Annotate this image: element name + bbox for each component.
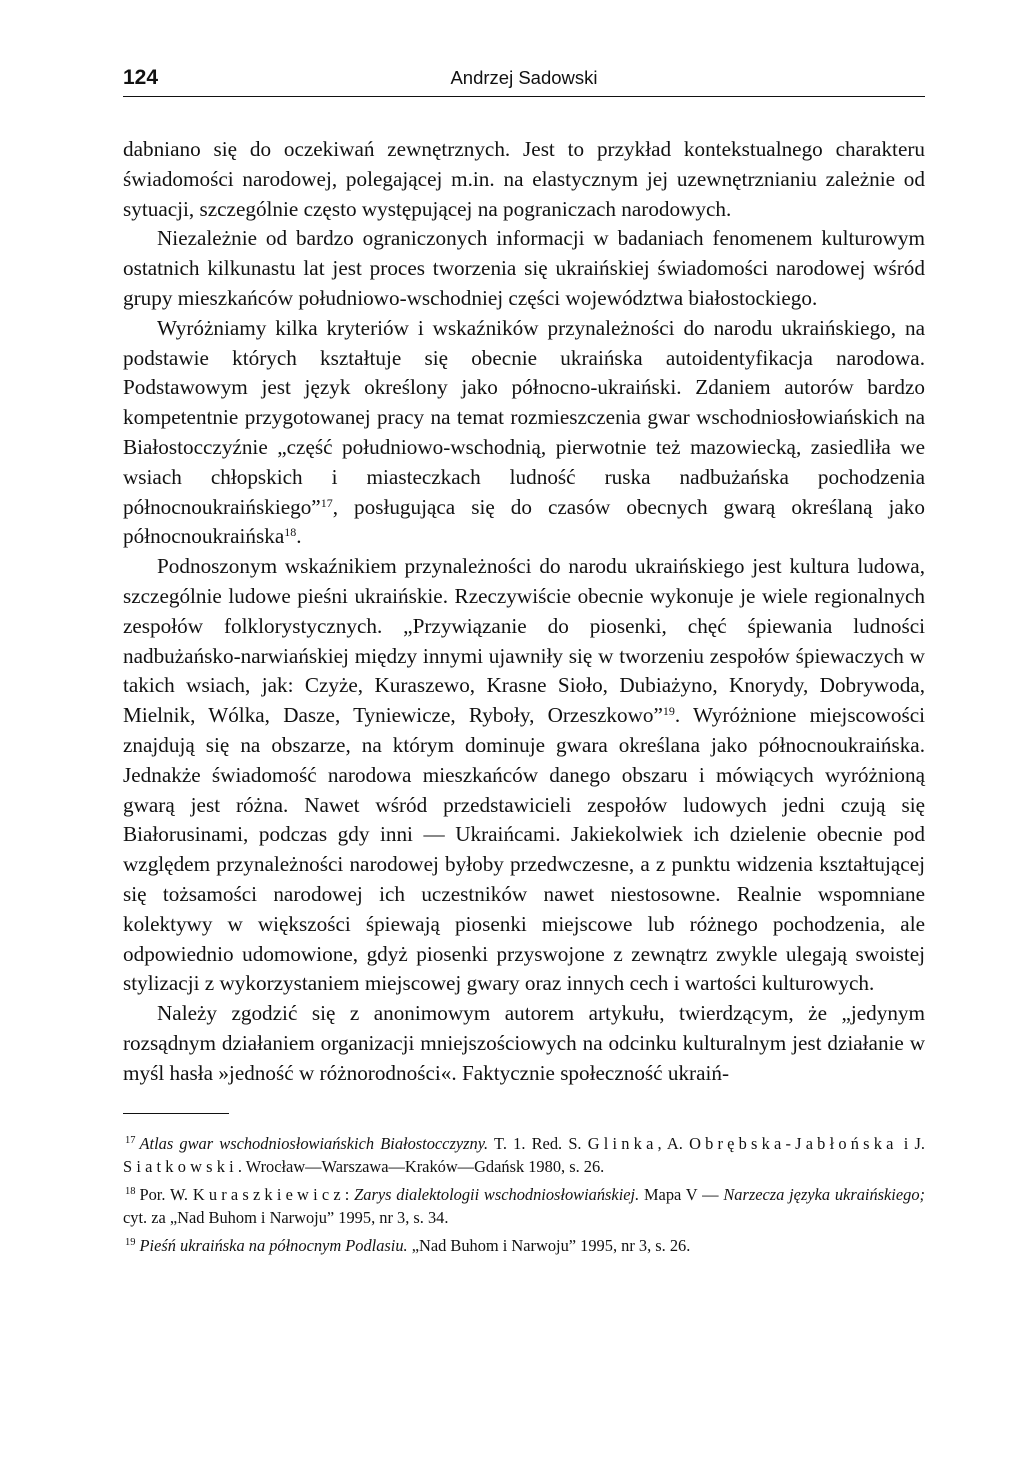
body-text [123, 135, 925, 1089]
footnote-title: Zarys dialektologii wschodniosłowiańskiej. [354, 1184, 640, 1204]
footnote-ref-19: 19 [662, 704, 675, 719]
footnote-ref-17: 17 [320, 495, 333, 510]
author-name: Kuraszkiewicz [192, 1184, 345, 1204]
footnote-title: Atlas gwar wschodniosłowiańskich Białostocczyzny. [139, 1133, 489, 1153]
paragraph-4 [123, 552, 925, 999]
footnote-text: Por. W. [139, 1184, 193, 1204]
footnote-title: Narzecza języka ukraińskiego; [723, 1184, 925, 1204]
footnote-text: Mapa V — [639, 1184, 724, 1204]
author-name: Siatkowski [123, 1156, 238, 1176]
paragraph-4-text-b: . Wyróżnione miejscowości znajdują się na obszarze, na którym dominuje gwara określana jako północnoukraińska. Jednakże świadomość narodowa mieszkańców danego obszaru i mówiących wyróżnioną gwarą jest różna. Nawet wśród przedstawicieli zespołów ludowych jedni czują się Białorusinami, podczas gdy inni — Ukraińcami. Jakiekolwiek ich dzielenie obecnie pod względem przynależności narodowej byłoby przedwczesne, a z punktu widzenia kształtującej się tożsamości narodowej ich uczestników nawet niestosowne. Realnie wspomniane kolektywy w większości śpiewają piosenki miejscowe lub różnego pochodzenia, ale odpowiednio udomowione, gdyż piosenki przyswojone z zewnątrz zwykle ulegają swoistej stylizacji z wykorzystaniem miejscowej gwary oraz innych cech i wartości kulturowych. [123, 703, 925, 996]
footnote-title: Pieśń ukraińska na północnym Podlasiu. [139, 1235, 408, 1255]
footnote-text: cyt. za „Nad Buhom i Narwoju” 1995, nr 3, s. 34. [123, 1207, 449, 1227]
paragraph-3-text-a: Wyróżniamy kilka kryteriów i wskaźników przynależności do narodu ukraińskiego, na podstawie których kształtuje się obecnie ukraińska autoidentyfikacja narodowa. Podstawowym jest język określony jako północno-ukraiński. Zdaniem autorów bardzo kompetentnie przygotowanej pracy na temat rozmieszczenia gwar wschodniosłowiańskich na Białostocczyźnie „część południowo-wschodnią, pierwotnie też mazowiecką, zasiedliła we wsiach chłopskich i miasteczkach ludność ruska nadbużańska pochodzenia północnoukraińskiego” [123, 315, 925, 519]
author-name: Obrębska-Jabłońska [689, 1133, 898, 1153]
footnote-text: , A. [657, 1133, 690, 1153]
footnote-text: T. 1. Red. S. [488, 1133, 588, 1153]
footnotes [123, 1132, 925, 1257]
footnote-text: „Nad Buhom i Narwoju” 1995, nr 3, s. 26. [407, 1235, 691, 1255]
footnote-ref-18: 18 [284, 525, 297, 540]
footnote-number: 17 [125, 1134, 136, 1146]
footnote-text: i J. [897, 1133, 925, 1153]
footnote-number: 18 [125, 1185, 136, 1197]
paragraph-3 [123, 314, 925, 552]
footnote-text: . Wrocław—Warszawa—Kraków—Gdańsk 1980, s. 26. [237, 1156, 605, 1176]
footnote-17 [123, 1132, 925, 1178]
book-page [123, 66, 925, 1262]
page-number: 124 [123, 66, 159, 89]
running-head: Andrzej Sadowski [450, 67, 598, 88]
page-header [123, 66, 925, 97]
author-name: Glinka [587, 1133, 658, 1153]
paragraph-3-text-b: , posługująca się do czasów obecnych gwarą określaną jako północnoukraińska [123, 494, 925, 549]
footnote-18 [123, 1183, 925, 1229]
footnote-text: : [344, 1184, 355, 1204]
footnote-number: 19 [125, 1236, 136, 1248]
paragraph-1: dabniano się do oczekiwań zewnętrznych. Jest to przykład kontekstualnego charakteru świadomości narodowej, polegającej m.in. na elastycznym jej uzewnętrznianiu zależnie od sytuacji, szczególnie często występującej na pograniczach narodowych. [123, 137, 925, 221]
paragraph-2: Niezależnie od bardzo ograniczonych informacji w badaniach fenomenem kulturowym ostatnich kilkunastu lat jest proces tworzenia się ukraińskiej świadomości narodowej wśród grupy mieszkańców południowo-wschodniej części województwa białostockiego. [123, 226, 925, 310]
paragraph-4-text-a: Podnoszonym wskaźnikiem przynależności do narodu ukraińskiego jest kultura ludowa, szczególnie ludowe pieśni ukraińskie. Rzeczywiście obecnie wykonuje je wiele regionalnych zespołów folklorystycznych. „Przywiązanie do piosenki, chęć śpiewania ludności nadbużańsko-narwiańskiej między innymi ujawniły się w tworzeniu zespołów śpiewaczych w takich wsiach, jak: Czyże, Kuraszewo, Krasne Sioło, Dubiażyno, Knorydy, Dobrywoda, Mielnik, Wólka, Dasze, Tyniewicze, Ryboły, Orzeszkowo” [123, 554, 925, 728]
footnote-divider [123, 1113, 229, 1114]
paragraph-3-text-c: . [296, 524, 302, 549]
paragraph-5: Należy zgodzić się z anonimowym autorem artykułu, twierdzącym, że „jedynym rozsądnym działaniem organizacji mniejszościowych na odcinku kulturalnym jest działanie w myśl hasła »jedność w różnorodności«. Faktycznie społeczność ukraiń- [123, 1001, 925, 1085]
footnote-19 [123, 1234, 925, 1257]
